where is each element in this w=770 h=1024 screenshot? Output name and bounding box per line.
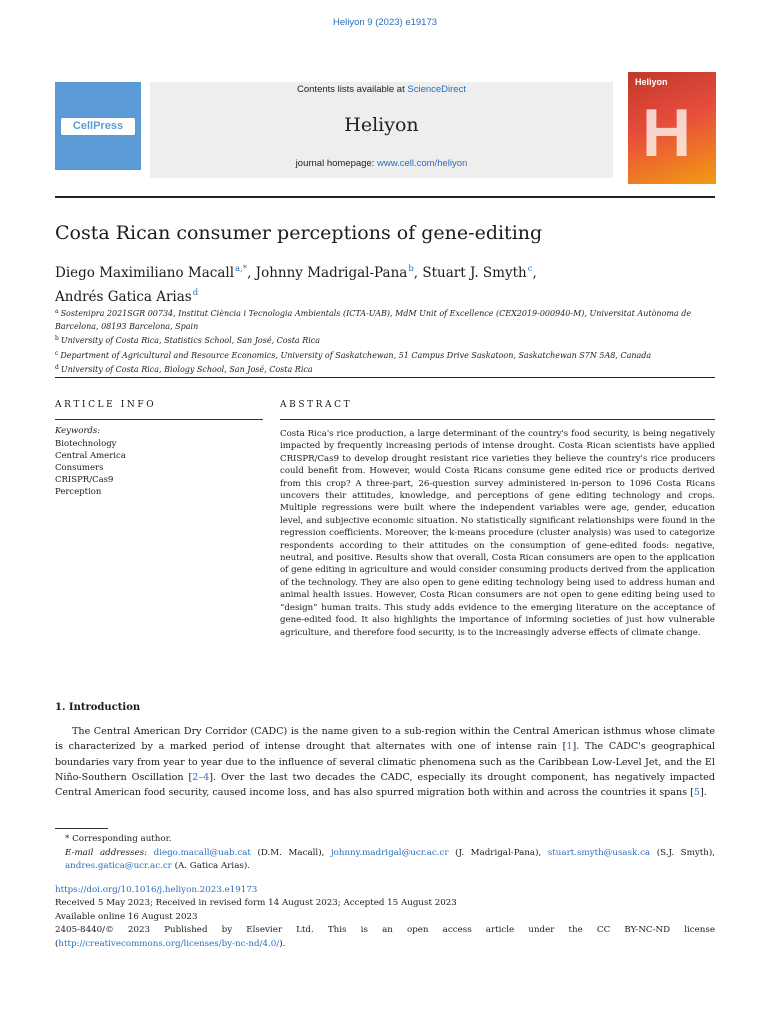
license-link[interactable]: http://creativecommons.org/licenses/by-nc-nd/4.0/ (58, 938, 280, 949)
email-owner: (D.M. Macall), (250, 847, 331, 858)
keywords-label: Keywords: (55, 426, 101, 436)
license-url-line (55, 938, 715, 951)
article-info-heading: ARTICLE INFO (55, 400, 157, 410)
citation-link[interactable]: 1 (566, 741, 573, 753)
email-label: E-mail addresses: (65, 847, 148, 858)
affiliation-item (55, 348, 715, 363)
author-name: Diego Maximiliano Macall (55, 265, 235, 281)
author-separator: , (532, 265, 537, 281)
intro-text: The Central American Dry Corridor (CADC) is the name given to a sub-region within the Central American isthmus whose climate is characterized by a marked period of intense drought that alternates with one of intense rain [ (55, 726, 715, 753)
keyword-list (55, 438, 126, 498)
author-name: Stuart J. Smyth (422, 265, 527, 281)
author-affiliation-link[interactable]: b (408, 264, 414, 274)
affiliation-marker: b (55, 335, 59, 342)
footnote-divider (55, 828, 108, 829)
email-link[interactable]: andres.gatica@ucr.ac.cr (65, 861, 172, 872)
author-separator: , (413, 265, 423, 281)
author-list (55, 259, 675, 307)
citation-link[interactable]: 5 (693, 787, 700, 799)
online-date: Available online 16 August 2023 (55, 911, 198, 922)
article-info-divider (55, 419, 263, 420)
affiliation-marker: c (55, 349, 59, 357)
author-affiliation-link[interactable]: c (527, 264, 533, 274)
footnote (55, 833, 715, 874)
email-link[interactable]: diego.macall@uab.cat (153, 847, 251, 858)
citation-link[interactable]: 2–4 (192, 771, 210, 783)
keyword-item: Biotechnology (55, 439, 117, 449)
introduction-paragraph (55, 724, 715, 800)
homepage-line (150, 158, 613, 169)
email-link[interactable]: stuart.smyth@usask.ca (547, 847, 651, 858)
license-paren: ). (279, 938, 286, 949)
header-divider (55, 196, 715, 198)
journal-homepage-link[interactable]: www.cell.com/heliyon (377, 158, 468, 169)
affiliation-item (55, 362, 715, 377)
article-title: Costa Rican consumer perceptions of gene-editing (55, 222, 543, 244)
affiliation-marker: a (55, 308, 59, 315)
license-statement: 2405-8440/© 2023 Published by Elsevier Ltd. This is an open access article under the CC BY-NC-ND license (55, 925, 715, 936)
author-name: Johnny Madrigal-Pana (255, 265, 408, 281)
email-owner: (A. Gatica Arias). (171, 861, 250, 872)
author-affiliation-link[interactable]: d (192, 288, 199, 298)
email-owner: (S.J. Smyth), (650, 847, 715, 858)
keyword-item: Central America (55, 451, 126, 461)
section-divider (55, 377, 715, 378)
homepage-prefix: journal homepage: (295, 158, 378, 169)
journal-header-box (150, 82, 613, 178)
affiliation-item (55, 333, 715, 348)
license-paren: ( (55, 938, 59, 949)
email-owner: (J. Madrigal-Pana), (448, 847, 548, 858)
keyword-item: Consumers (55, 463, 104, 473)
journal-cover-image (628, 72, 716, 184)
journal-reference[interactable]: Heliyon 9 (2023) e19173 (332, 17, 438, 28)
affiliations (55, 306, 715, 377)
corresponding-author-label: Corresponding author. (69, 834, 172, 844)
publisher-logo-panel (55, 82, 141, 170)
email-link[interactable]: johnny.madrigal@ucr.ac.cr (330, 847, 449, 858)
intro-text: ]. (700, 787, 707, 799)
article-metadata (55, 884, 715, 951)
affiliation-marker: d (55, 364, 59, 371)
cover-title: Heliyon (635, 77, 668, 87)
footnote-marker: * (65, 834, 70, 844)
cover-letter: H (642, 95, 692, 171)
corresponding-author-note (55, 833, 715, 847)
affiliation-text: Sostenipra 2021SGR 00734, Institut Ciència i Tecnologia Ambientals (ICTA-UAB), MdM Unit of Excellence (CEX2019-000940-M), Universitat Autònoma de Barcelona, 08193 Barcelona, Spain (55, 309, 692, 331)
author-separator: , (247, 265, 256, 281)
introduction-heading: 1. Introduction (55, 702, 141, 713)
contents-line (150, 84, 613, 95)
intro-text: ]. The CADC's geographical boundaries vary from year to year due to the influence of several climatic phenomena such as the Caribbean Low-Level Jet, and the El Niño-Southern Oscillation [ (55, 741, 715, 783)
author-affiliation-link[interactable]: a,* (235, 264, 248, 274)
keyword-item: CRISPR/Cas9 (55, 475, 114, 485)
abstract-heading: ABSTRACT (280, 400, 353, 410)
abstract-text: Costa Rica's rice production, a large determinant of the country's food security, is being negatively impacted by frequently increasing periods of intense drought. Costa Rican scientists have applied CRISPR/Cas9 to develop drought resistant rice varieties they believe the country's rice producers could benefit from. However, would Costa Ricans consume gene edited rice or products derived from this crop? A three-part, 26-question survey administered in-person to 1096 Costa Ricans uncovers their attitudes, knowledge, and perceptions of gene editing technology and crops. Multiple regressions were built where the independent variables were age, gender, education level, and subjective economic situation. No statistically significant relationships were found in the regression coefficients. Moreover, the k-means procedure (cluster analysis) was used to categorize respondents according to their attitudes on the consumption of gene-edited foods: negative, neutral, and positive. Results show that overall, Costa Rican consumers are open to the application of gene editing in agriculture and would consider consuming products derived from the application of the technology. They are also open to gene editing technology being used to address human and animal health issues. However, Costa Rican consumers are not open to gene editing being used to “design” human traits. This study adds evidence to the emerging literature on the acceptance of gene-edited food. It also highlights the importance of informing societies of just how vulnerable agriculture, and therefore food security, is to the increasingly adverse effects of climate change. (280, 429, 715, 638)
history-dates: Received 5 May 2023; Received in revised form 14 August 2023; Accepted 15 August 2023 (55, 898, 457, 909)
affiliation-text: University of Costa Rica, Biology School, San José, Costa Rica (60, 365, 313, 374)
affiliation-text: University of Costa Rica, Statistics School, San José, Costa Rica (60, 336, 321, 345)
contents-prefix: Contents lists available at (297, 84, 408, 95)
affiliation-text: Department of Agricultural and Resource Economics, University of Saskatchewan, 51 Campus Drive Saskatoon, Saskatchewan S7N 5A8, Canada (60, 350, 652, 360)
doi-link[interactable]: https://doi.org/10.1016/j.heliyon.2023.e19173 (55, 885, 258, 895)
author-name: Andrés Gatica Arias (55, 289, 192, 305)
abstract-divider (280, 419, 715, 420)
email-addresses (55, 847, 715, 874)
cellpress-logo: CellPress (61, 118, 135, 135)
sciencedirect-link[interactable]: ScienceDirect (407, 84, 466, 95)
affiliation-item (55, 306, 715, 333)
intro-text: ]. Over the last two decades the CADC, especially its drought component, has negatively impacted Central American food security, caused income loss, and has also spurred migration both within and across the countries it spans [ (55, 771, 715, 799)
keyword-item: Perception (55, 487, 102, 497)
journal-title: Heliyon (344, 114, 419, 136)
